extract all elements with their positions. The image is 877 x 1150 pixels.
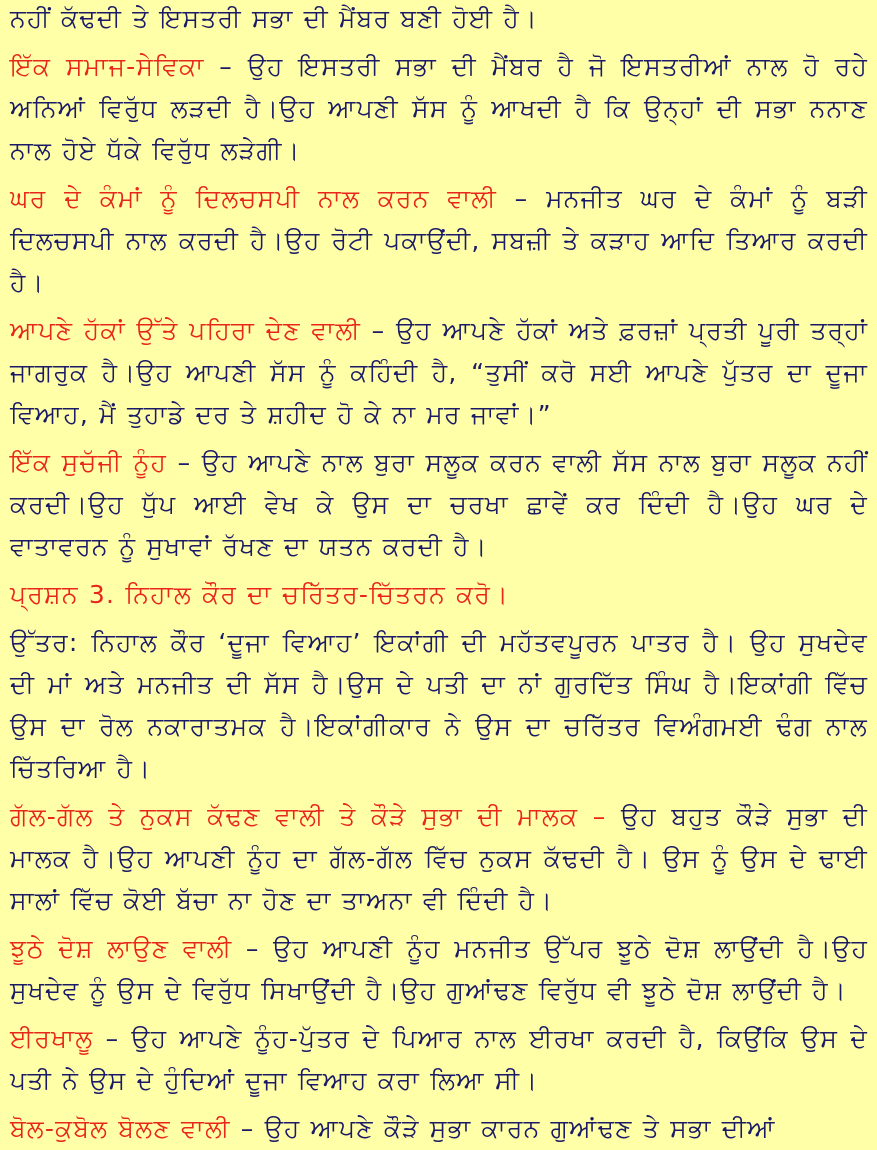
question-text: ਪ੍ਰਸ਼ਨ 3. ਨਿਹਾਲ ਕੌਰ ਦਾ ਚਰਿੱਤਰ-ਚਿੱਤਰਨ ਕਰੋ। <box>10 580 510 609</box>
section-heading: ਝੂਠੇ ਦੋਸ਼ ਲਾਉਣ ਵਾਲੀ <box>10 934 233 963</box>
section-heading: ਘਰ ਦੇ ਕੰਮਾਂ ਨੂੰ ਦਿਲਚਸਪੀ ਨਾਲ ਕਰਨ ਵਾਲੀ <box>10 184 497 213</box>
section-heading: ਬੋਲ-ਕੁਬੋਲ ਬੋਲਣ ਵਾਲੀ <box>10 1114 231 1143</box>
paragraph-text: – ਉਹ ਆਪਣੇ ਨੂੰਹ-ਪੁੱਤਰ ਦੇ ਪਿਆਰ ਨਾਲ ਈਰਖਾ ਕਰਦੀ ਹੈ, ਕਿਉਂਕਿ ਉਸ ਦੇ ਪਤੀ ਨੇ ਉਸ ਦੇ ਹੁੰਦਿਆਂ ਦੂਜਾ ਵਿਆਹ ਕਰਾ ਲਿਆ ਸੀ। <box>10 1024 868 1095</box>
paragraph-social-worker <box>10 46 868 172</box>
paragraph-text: – ਮਨਜੀਤ ਘਰ ਦੇ ਕੰਮਾਂ ਨੂੰ ਬੜੀ ਦਿਲਚਸਪੀ ਨਾਲ ਕਰਦੀ ਹੈ।ਉਹ ਰੋਟੀ ਪਕਾਉਂਦੀ, ਸਬਜ਼ੀ ਤੇ ਕੜਾਹ ਆਦਿ ਤਿਆਰ ਕਰਦੀ ਹੈ। <box>10 184 868 297</box>
section-heading: ਗੱਲ-ਗੱਲ ਤੇ ਨੁਕਸ ਕੱਢਣ ਵਾਲੀ ਤੇ ਕੌੜੇ ਸੁਭਾ ਦੀ ਮਾਲਕ – <box>10 802 607 831</box>
answer-text: ਉੱਤਰ: ਨਿਹਾਲ ਕੌਰ ‘ਦੂਜਾ ਵਿਆਹ’ ਇਕਾਂਗੀ ਦੀ ਮਹੱਤਵਪੂਰਨ ਪਾਤਰ ਹੈ। ਉਹ ਸੁਖਦੇਵ ਦੀ ਮਾਂ ਅਤੇ ਮਨਜੀਤ ਦੀ ਸੱਸ ਹੈ।ਉਸ ਦੇ ਪਤੀ ਦਾ ਨਾਂ ਗੁਰਦਿੱਤ ਸਿੰਘ ਹੈ।ਇਕਾਂਗੀ ਵਿੱਚ ਉਸ ਦਾ ਰੋਲ ਨਕਾਰਾਤਮਕ ਹੈ।ਇਕਾਂਗੀਕਾਰ ਨੇ ਉਸ ਦਾ ਚਰਿੱਤਰ ਵਿਅੰਗਮਈ ਢੰਗ ਨਾਲ ਚਿੱਤਰਿਆ ਹੈ। <box>10 628 868 783</box>
paragraph-jealous <box>10 1018 868 1102</box>
paragraph-false-accusations <box>10 928 868 1012</box>
paragraph-continuation <box>10 0 868 40</box>
section-heading: ਆਪਣੇ ਹੱਕਾਂ ਉੱਤੇ ਪਹਿਰਾ ਦੇਣ ਵਾਲੀ <box>10 316 362 345</box>
paragraph-text: ਉਹ ਬਹੁਤ ਕੌੜੇ ਸੁਭਾ ਦੀ ਮਾਲਕ ਹੈ।ਉਹ ਆਪਣੀ ਨੂੰਹ ਦਾ ਗੱਲ-ਗੱਲ ਵਿੱਚ ਨੁਕਸ ਕੱਢਦੀ ਹੈ। ਉਸ ਨੂੰ ਉਸ ਦੇ ਢਾਈ ਸਾਲਾਂ ਵਿੱਚ ਕੋਈ ਬੱਚਾ ਨਾ ਹੋਣ ਦਾ ਤਾਅਨਾ ਵੀ ਦਿੰਦੀ ਹੈ। <box>10 802 869 915</box>
section-heading: ਇੱਕ ਸਮਾਜ-ਸੇਵਿਕਾ <box>10 52 205 81</box>
paragraph-text: – ਉਹ ਇਸਤਰੀ ਸਭਾ ਦੀ ਮੈਂਬਰ ਹੈ ਜੋ ਇਸਤਰੀਆਂ ਨਾਲ ਹੋ ਰਹੇ ਅਨਿਆਂ ਵਿਰੁੱਧ ਲੜਦੀ ਹੈ।ਉਹ ਆਪਣੀ ਸੱਸ ਨੂੰ ਆਖਦੀ ਹੈ ਕਿ ਉਨ੍ਹਾਂ ਦੀ ਸਭਾ ਨਨਾਣ ਨਾਲ ਹੋਏ ਧੱਕੇ ਵਿਰੁੱਧ ਲੜੇਗੀ। <box>10 52 868 165</box>
paragraph-text: – ਉਹ ਆਪਣੇ ਹੱਕਾਂ ਅਤੇ ਫ਼ਰਜ਼ਾਂ ਪ੍ਰਤੀ ਪੂਰੀ ਤਰ੍ਹਾਂ ਜਾਗਰੁਕ ਹੈ।ਉਹ ਆਪਣੀ ਸੱਸ ਨੂੰ ਕਹਿੰਦੀ ਹੈ, “ਤੁਸੀਂ ਕਰੋ ਸਈ ਆਪਣੇ ਪੁੱਤਰ ਦਾ ਦੂਜਾ ਵਿਆਹ, ਮੈਂ ਤੁਹਾਡੇ ਦਰ ਤੇ ਸ਼ਹੀਦ ਹੋ ਕੇ ਨਾ ਮਰ ਜਾਵਾਂ।” <box>10 316 868 429</box>
paragraph-fault-finding <box>10 796 868 922</box>
question-heading <box>10 574 868 616</box>
paragraph-household-work <box>10 178 868 304</box>
paragraph-text: – ਉਹ ਆਪਣੀ ਨੂੰਹ ਮਨਜੀਤ ਉੱਪਰ ਝੂਠੇ ਦੋਸ਼ ਲਾਉਂਦੀ ਹੈ।ਉਹ ਸੁਖਦੇਵ ਨੂੰ ਉਸ ਦੇ ਵਿਰੁੱਧ ਸਿਖਾਉਂਦੀ ਹੈ।ਉਹ ਗੁਆਂਢਣ ਵਿਰੁੱਧ ਵੀ ਝੂਠੇ ਦੋਸ਼ ਲਾਉਂਦੀ ਹੈ। <box>10 934 868 1005</box>
section-heading: ਇੱਕ ਸੁਚੱਜੀ ਨੂੰਹ <box>10 448 168 477</box>
paragraph-harsh-speech <box>10 1108 868 1150</box>
paragraph-text: – ਉਹ ਆਪਣੇ ਨਾਲ ਬੁਰਾ ਸਲੂਕ ਕਰਨ ਵਾਲੀ ਸੱਸ ਨਾਲ ਬੁਰਾ ਸਲੂਕ ਨਹੀਂ ਕਰਦੀ।ਉਹ ਧੁੱਪ ਆਈ ਵੇਖ ਕੇ ਉਸ ਦਾ ਚਰਖਾ ਛਾਵੇਂ ਕਰ ਦਿੰਦੀ ਹੈ।ਉਹ ਘਰ ਦੇ ਵਾਤਾਵਰਨ ਨੂੰ ਸੁਖਾਵਾਂ ਰੱਖਣ ਦਾ ਯਤਨ ਕਰਦੀ ਹੈ। <box>10 448 868 561</box>
paragraph-text: – ਉਹ ਆਪਣੇ ਕੌੜੇ ਸੁਭਾ ਕਾਰਨ ਗੁਆਂਢਣ ਤੇ ਸਭਾ ਦੀਆਂ <box>230 1114 776 1143</box>
section-heading: ਈਰਖਾਲੂ <box>10 1024 94 1053</box>
paragraph-rights <box>10 310 868 436</box>
paragraph-good-daughter-in-law <box>10 442 868 568</box>
paragraph-text: ਨਹੀਂ ਕੱਢਦੀ ਤੇ ਇਸਤਰੀ ਸਭਾ ਦੀ ਮੈਂਬਰ ਬਣੀ ਹੋਈ ਹੈ। <box>10 4 538 33</box>
answer-paragraph <box>10 622 868 790</box>
